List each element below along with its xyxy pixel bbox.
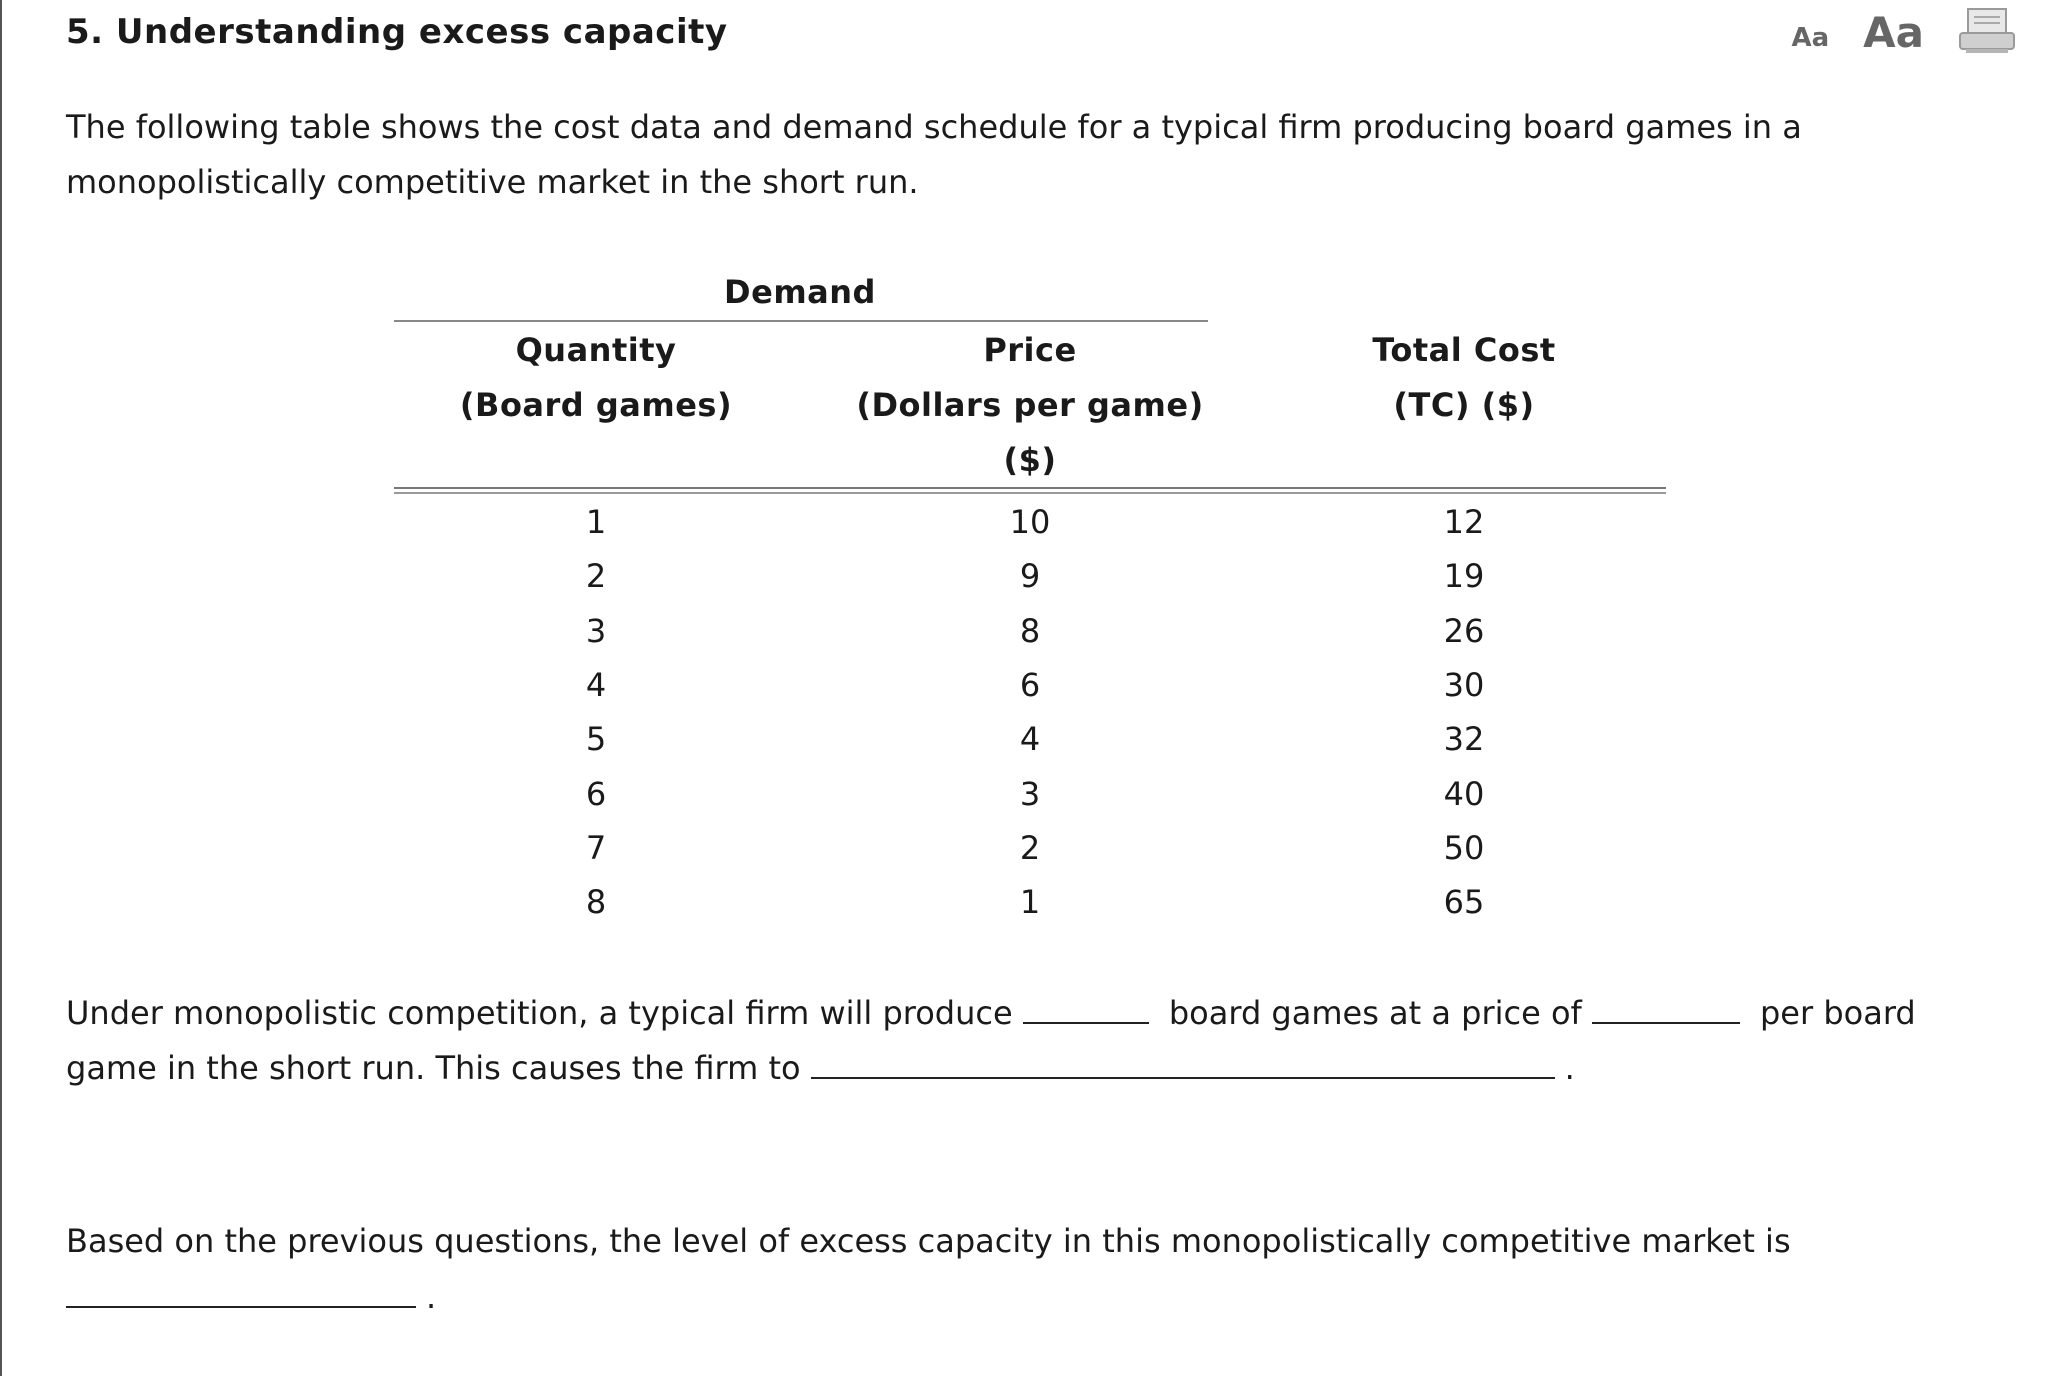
column-header-quantity: Quantity (Board games) — [459, 331, 733, 424]
printer-icon[interactable] — [1958, 7, 2016, 55]
quantity-cell: 8 — [585, 883, 607, 922]
price-cell: 3 — [1019, 774, 1041, 813]
price-cell: 4 — [1019, 720, 1041, 759]
sentence-2-line-2: . — [66, 1270, 436, 1325]
price-answer-dropdown[interactable] — [1592, 992, 1740, 1024]
question-title: 5. Understanding excess capacity — [66, 12, 728, 52]
quantity-cell: 1 — [585, 503, 607, 541]
demand-header-rule — [394, 320, 1208, 322]
total-cost-cell: 32 — [1443, 720, 1485, 759]
total-cost-cell: 19 — [1443, 557, 1485, 596]
column-header-price: Price (Dollars per game) ($) — [856, 331, 1204, 479]
quantity-cell: 2 — [585, 557, 607, 596]
quantity-cell: 5 — [585, 720, 607, 759]
outcome-answer-dropdown[interactable] — [811, 1047, 1555, 1079]
price-cell: 9 — [1019, 557, 1041, 596]
header-rule-top — [394, 487, 1666, 489]
total-cost-cell: 12 — [1443, 503, 1485, 541]
quantity-answer-dropdown[interactable] — [1023, 992, 1149, 1024]
intro-text: The following table shows the cost data and demand schedule for a typical firm producing board games in a monopolistically competitive market in the short run. — [66, 108, 1802, 201]
sentence-1-line-2: game in the short run. This causes the firm to . — [66, 1049, 1575, 1087]
total-cost-cell: 30 — [1443, 665, 1485, 704]
excess-capacity-answer-dropdown[interactable] — [66, 1276, 416, 1308]
quantity-cell: 6 — [585, 774, 607, 813]
price-cell: 2 — [1019, 828, 1041, 867]
price-cell: 8 — [1019, 611, 1041, 650]
price-cell: 1 — [1019, 883, 1041, 922]
total-cost-cell: 65 — [1443, 883, 1485, 922]
quantity-cell: 4 — [585, 665, 607, 704]
sentence-1-line-1: Under monopolistic competition, a typical firm will produce board games at a price of per board — [66, 994, 1916, 1032]
sentence-2-line-1: Based on the previous questions, the level of excess capacity in this monopolistically competitive market is — [66, 1222, 1791, 1260]
font-size-large-button[interactable]: Aa — [1863, 8, 1924, 57]
demand-group-header: Demand — [724, 273, 876, 311]
column-header-total-cost: Total Cost (TC) ($) — [1372, 331, 1556, 424]
header-rule-bottom — [394, 492, 1666, 494]
quantity-cell: 3 — [585, 611, 607, 650]
font-size-small-button[interactable]: Aa — [1791, 22, 1830, 53]
price-cell: 6 — [1019, 665, 1041, 704]
total-cost-cell: 40 — [1443, 774, 1485, 813]
total-cost-cell: 50 — [1443, 828, 1485, 867]
quantity-cell: 7 — [585, 828, 607, 867]
price-cell: 10 — [1009, 503, 1051, 541]
toolbar — [1791, 4, 2016, 57]
total-cost-cell: 26 — [1443, 611, 1485, 650]
